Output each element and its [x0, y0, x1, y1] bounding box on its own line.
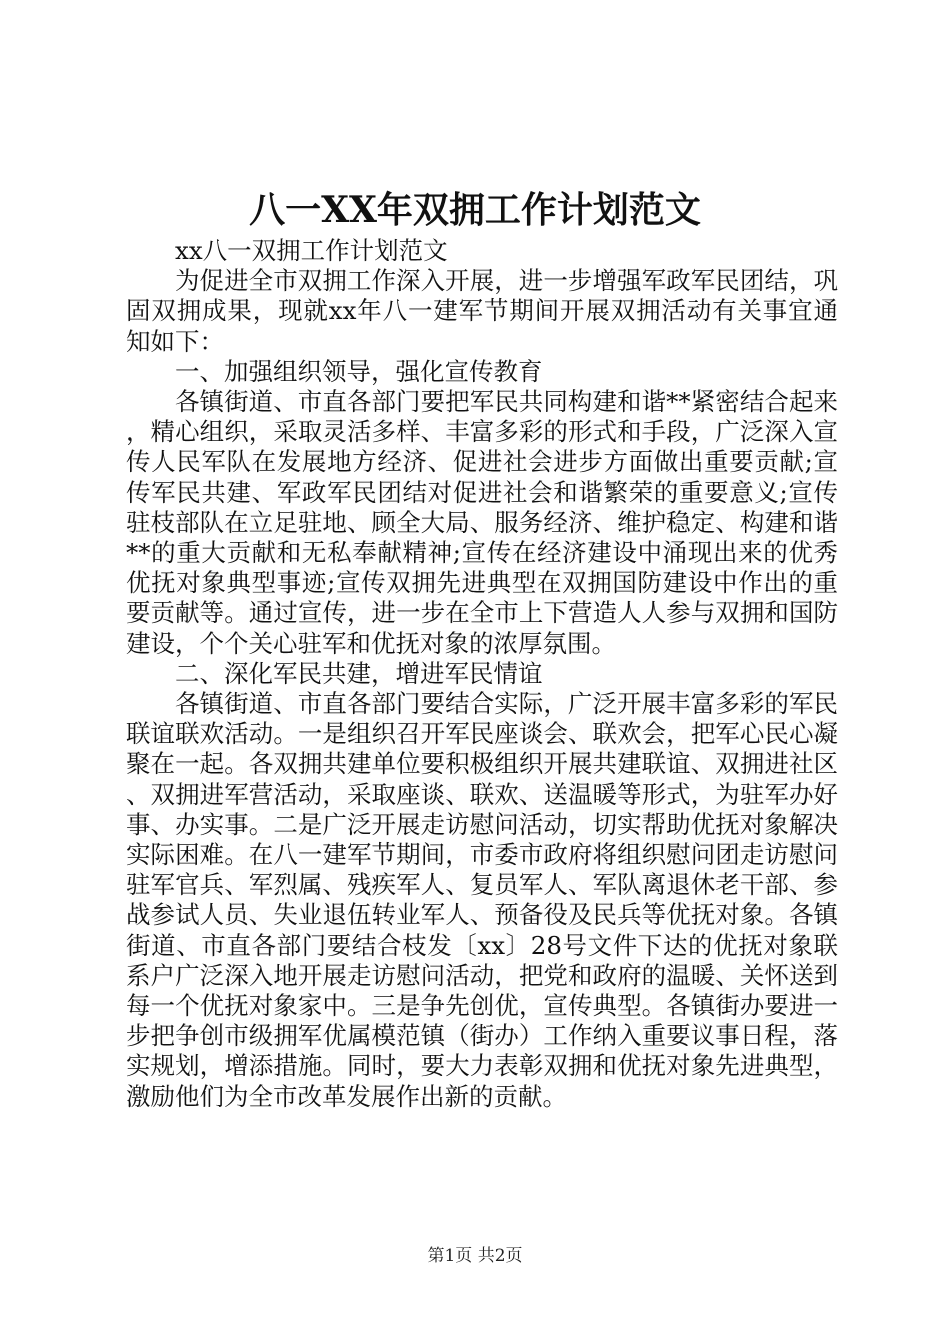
section-2-paragraph: 各镇街道、市直各部门要结合实际，广泛开展丰富多彩的军民联谊联欢活动。一是组织召开军民座谈会、联欢会，把军心民心凝聚在一起。各双拥共建单位要积极组织开展共建联谊、双拥进社区、双拥进军营活动，采取座谈、联欢、送温暖等形式，为驻军办好事、办实事。二是广泛开展走访慰问活动，切实帮助优抚对象解决实际困难。在八一建军节期间，市委市政府将组织慰问团走访慰问驻军官兵、军烈属、残疾军人、复员军人、军队离退休老干部、参战参试人员、失业退伍转业军人、预备役及民兵等优抚对象。各镇街道、市直各部门要结合枝发〔xx〕28号文件下达的优抚对象联系户广泛深入地开展走访慰问活动，把党和政府的温暖、关怀送到每一个优抚对象家中。三是争先创优，宣传典型。各镇街办要进一步把争创市级拥军优属模范镇（街办）工作纳入重要议事日程，落实规划，增添措施。同时，要大力表彰双拥和优抚对象先进典型，激励他们为全市改革发展作出新的贡献。 [126, 689, 838, 1111]
document-body [126, 236, 838, 1112]
subtitle-paragraph: xx八一双拥工作计划范文 [175, 236, 448, 265]
section-heading-2: 二、深化军民共建，增进军民情谊 [175, 658, 543, 688]
page-number-footer: 第1页 共2页 [427, 1246, 523, 1266]
intro-paragraph: 为促进全市双拥工作深入开展，进一步增强军政军民团结，巩固双拥成果，现就xx年八一建军节期间开展双拥活动有关事宜通知如下： [126, 266, 838, 356]
section-1-paragraph: 各镇街道、市直各部门要把军民共同构建和谐**紧密结合起来，精心组织，采取灵活多样、丰富多彩的形式和手段，广泛深入宣传人民军队在发展地方经济、促进社会进步方面做出重要贡献;宣传军民共建、军政军民团结对促进社会和谐繁荣的重要意义;宣传驻枝部队在立足驻地、顾全大局、服务经济、维护稳定、构建和谐**的重大贡献和无私奉献精神;宣传在经济建设中涌现出来的优秀优抚对象典型事迹;宣传双拥先进典型在双拥国防建设中作出的重要贡献等。通过宣传，进一步在全市上下营造人人参与双拥和国防建设，个个关心驻军和优抚对象的浓厚氛围。 [126, 387, 838, 658]
document-title: 八一XX年双拥工作计划范文 [249, 189, 701, 231]
section-heading-1: 一、加强组织领导，强化宣传教育 [175, 356, 543, 386]
